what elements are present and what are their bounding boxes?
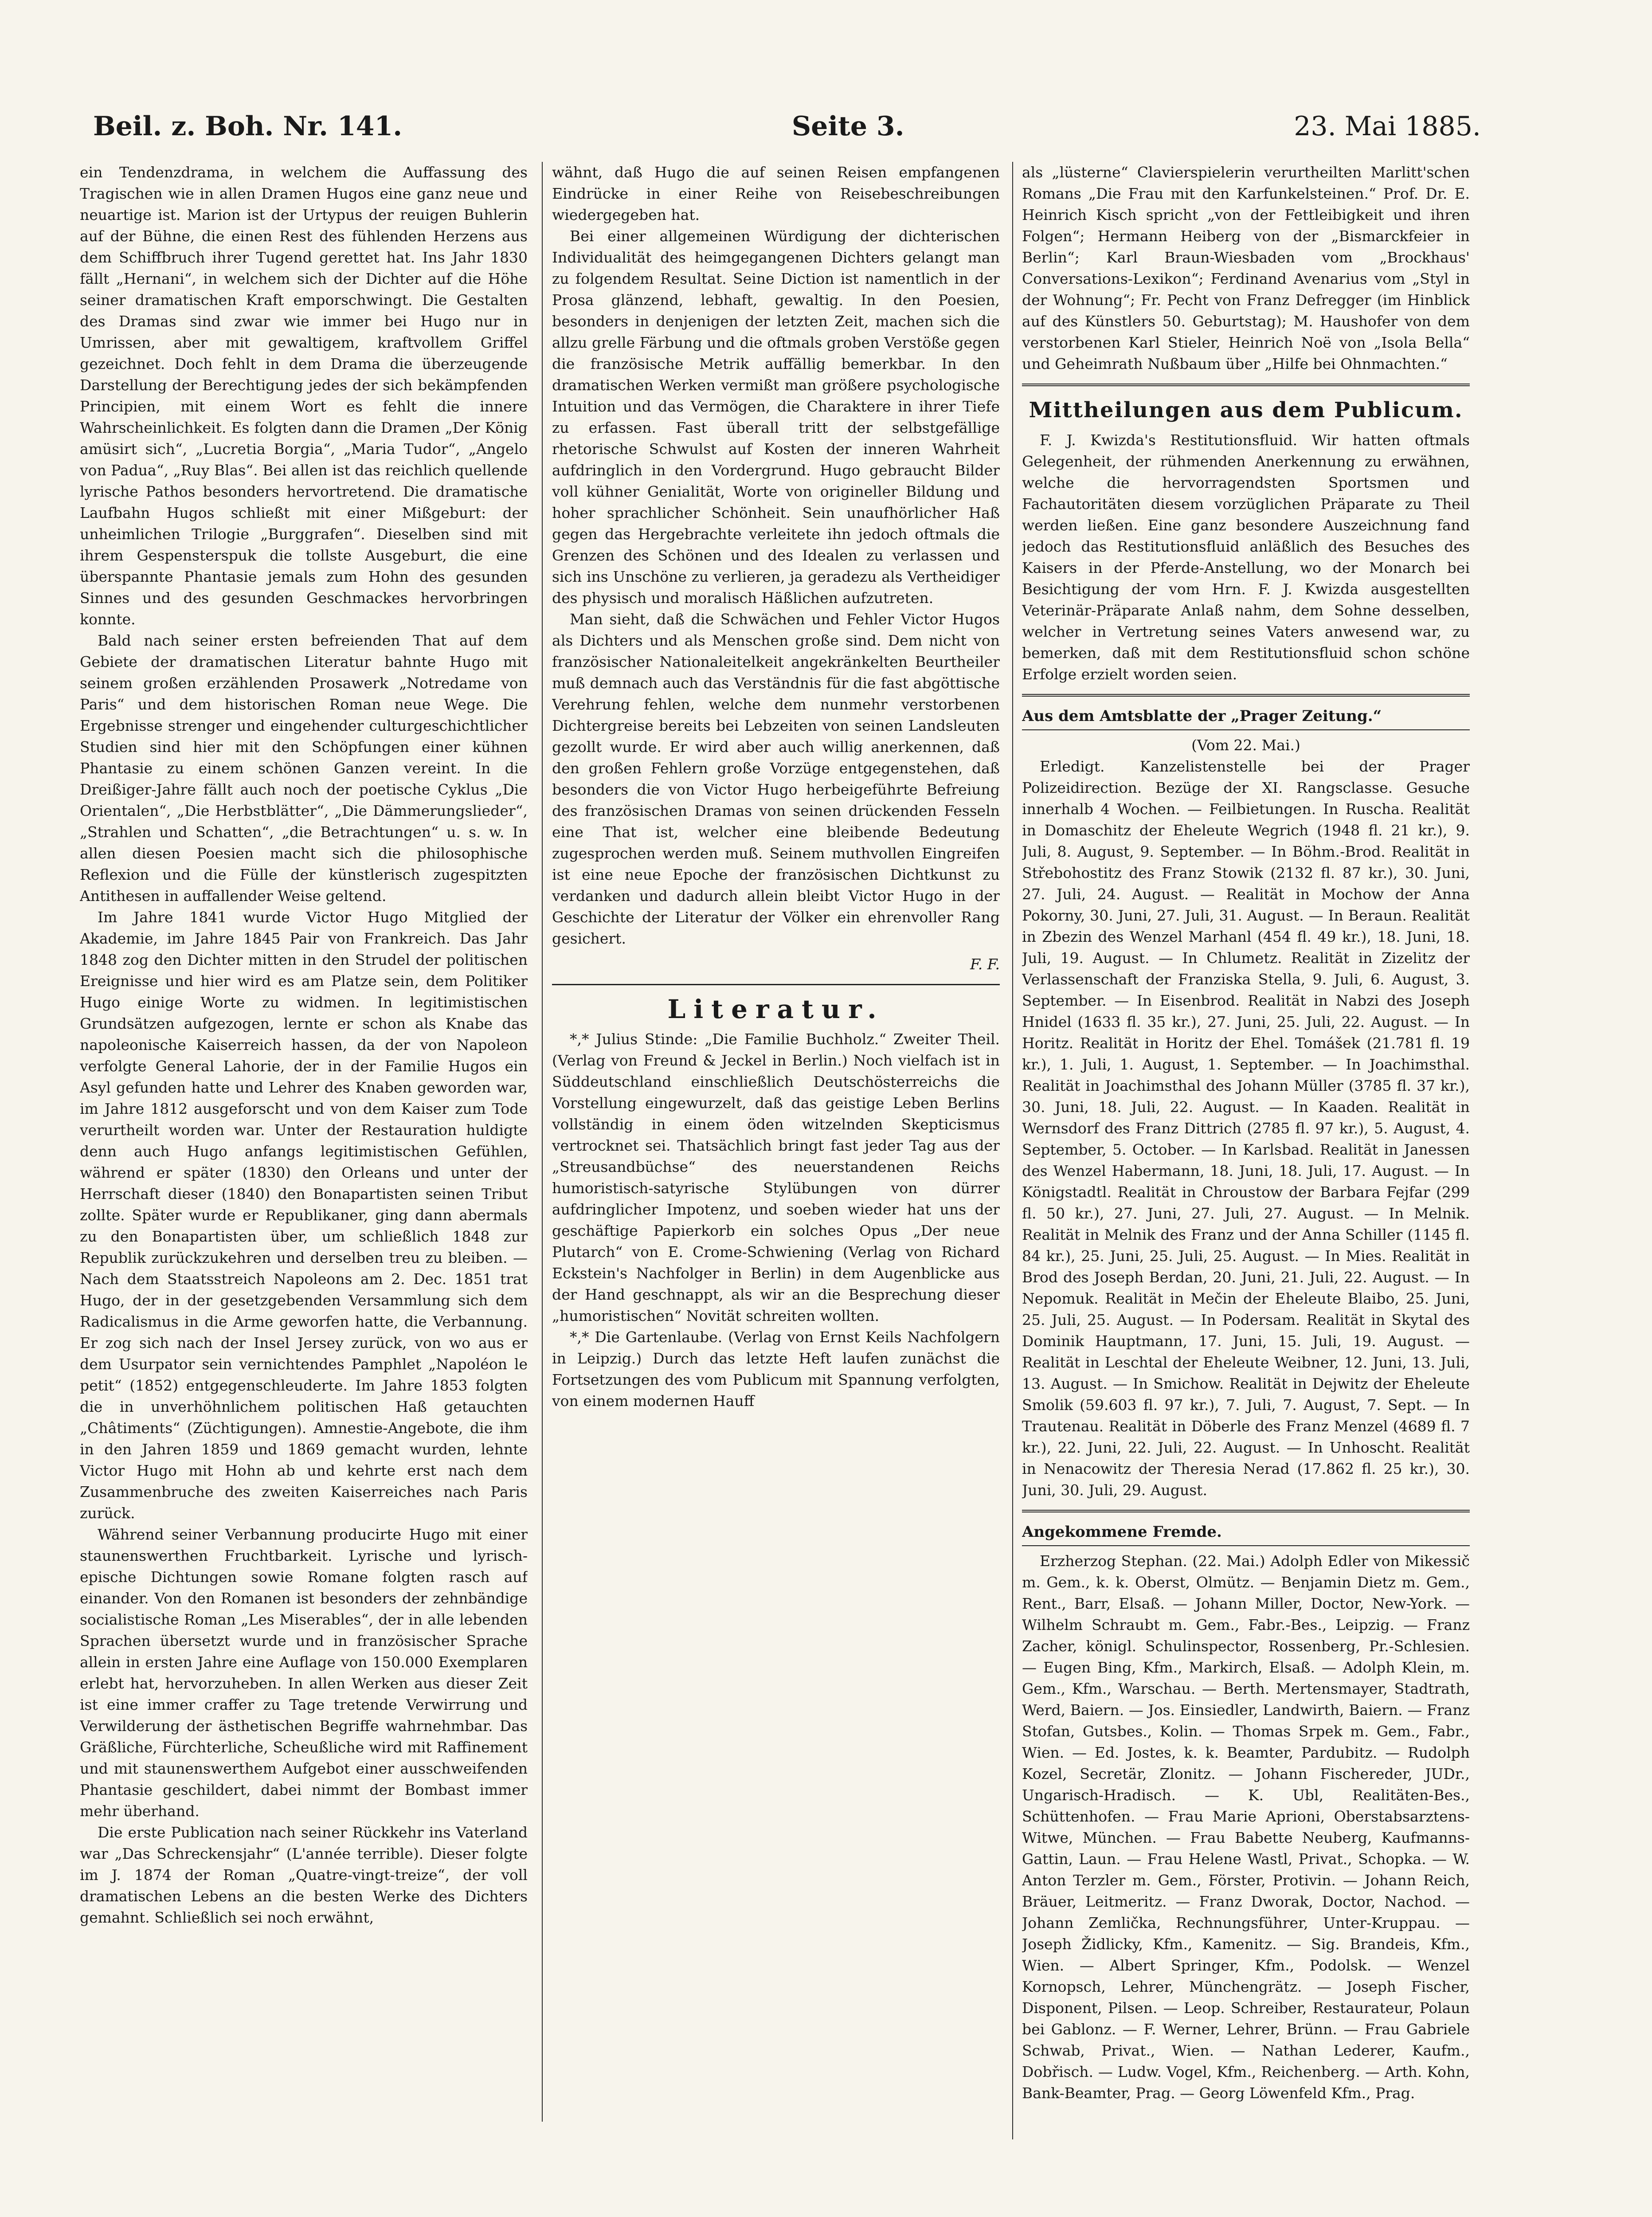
fremde-heading: Angekommene Fremde. [1022,1521,1470,1546]
paragraph: F. J. Kwizda's Restitutionsfluid. Wir hatten oftmals Gelegenheit, der rühmenden Anerkennung zu erwähnen, welche die hervorragendsten Sportsmen und Fachautoritäten diesem vorzüglichen Präparate zu Theil werden ließen. Eine ganz besondere Auszeichnung fand jedoch das Restitutionsfluid anläßlich des Besuches des Kaisers in der Pferde-Anstellung, wo der Monarch bei Besichtigung der vom Hrn. F. J. Kwizda ausgestellten Veterinär-Präparate Anlaß nahm, dem Sohne desselben, welcher in Vertretung seines Vaters anwesend war, zu bemerken, daß mit dem Restitutionsfluid schon schöne Erfolge erzielt worden seien. [1022,431,1470,683]
paragraph: Während seiner Verbannung producirte Hugo mit einer staunenswerthen Fruchtbarkeit. Lyrische und lyrisch-epische Dichtungen sowie Romane folgten rasch auf einander. Von den Romanen ist besonders der zehnbändige socialistische Roman „Les Miserables“, der in alle lebenden Sprachen übersetzt wurde und in französischer Sprache allein in ersten Jahre eine Auflage von 150.000 Exemplaren erlebt hat, hervorzuheben. In allen Werken aus dieser Zeit ist eine immer craffer zu Tage tretende Verwirrung und Verwilderung der ästhetischen Begriffe wahrnehmbar. Das Gräßliche, Fürchterliche, Scheußliche wird mit Raffinement und mit staunenswerthem Aufgebot einer ausschweifenden Phantasie geschildert, dabei nimmt der Bombast immer mehr überhand. [80,1526,528,1820]
paragraph: als „lüsterne“ Clavierspielerin verurtheilten Marlitt'schen Romans „Die Frau mit den Karfunkelsteinen.“ Prof. Dr. E. Heinrich Kisch spricht „von der Fettleibigkeit und ihren Folgen“; Hermann Heiberg von der „Bismarckfeier in Berlin“; Karl Braun-Wiesbaden vom „Brockhaus' Conversations-Lexikon“; Ferdinand Avenarius vom „Styl in der Wohnung“; Fr. Pecht von Franz Defregger (im Hinblick auf des Künstlers 50. Geburtstag); M. Haushofer von dem verstorbenen Karl Stieler, Heinrich Noë von „Isola Bella“ und Geheimrath Nußbaum über „Hilfe bei Ohnmachten.“ [1022,164,1470,372]
paragraph: Die erste Publication nach seiner Rückkehr ins Vaterland war „Das Schreckensjahr“ (L'année terrible). Dieser folgte im J. 1874 der Roman „Quatre-vingt-treize“, der voll dramatischen Lebens an die besten Werke des Dichters gemahnt. Schließlich sei noch erwähnt, [80,1824,528,1926]
paragraph: Man sieht, daß die Schwächen und Fehler Victor Hugos als Dichters und als Menschen große sind. Dem nicht von französischer Nationaleitelkeit angekränkelten Beurtheiler muß demnach auch das Verständnis für die fast abgöttische Verehrung fehlen, welche dem nunmehr verstorbenen Dichtergreise bereits bei Lebzeiten von seinen Landsleuten gezollt wurde. Er wird aber auch willig anerkennen, daß den großen Fehlern große Vorzüge entgegenstehen, daß besonders die von Victor Hugo herbeigeführte Befreiung des französischen Dramas von seinen drückenden Fesseln eine That ist, welcher eine bleibende Bedeutung zugesprochen werden muß. Seinem muthvollen Eingreifen ist eine neue Epoche der französischen Dichtkunst zu verdanken und dadurch allein bleibt Victor Hugo in der Geschichte der Literatur der Völker ein ehrenvoller Rang gesichert. [552,611,1000,947]
column-divider [542,162,543,2122]
section-rule [1022,384,1470,386]
section-rule [1022,1510,1470,1512]
paragraph: Erzherzog Stephan. (22. Mai.) Adolph Edler von Mikessič m. Gem., k. k. Oberst, Olmütz. — Benjamin Dietz m. Gem., Rent., Barr, Elsaß. — Johann Miller, Doctor, New-York. — Wilhelm Schraubt m. Gem., Fabr.-Bes., Leipzig. — Franz Zacher, königl. Schulinspector, Rossenberg, Pr.-Schlesien. — Eugen Bing, Kfm., Markirch, Elsaß. — Adolph Klein, m. Gem., Kfm., Warschau. — Berth. Mertensmayer, Stadtrath, Werd, Baiern. — Jos. Einsiedler, Landwirth, Baiern. — Franz Stofan, Gutsbes., Kolin. — Thomas Srpek m. Gem., Fabr., Wien. — Ed. Jostes, k. k. Beamter, Pardubitz. — Rudolph Kozel, Secretär, Zlonitz. — Johann Fischereder, JUDr., Ungarisch-Hradisch. — K. Ubl, Realitäten-Bes., Schüttenhofen. — Frau Marie Aprioni, Oberstabsarztens-Witwe, München. — Frau Babette Neuberg, Kaufmanns-Gattin, Laun. — Frau Helene Wastl, Privat., Schopka. — W. Anton Terzler m. Gem., Förster, Protivin. — Johann Reich, Bräuer, Leitmeritz. — Franz Dworak, Doctor, Nachod. — Johann Zemlička, Rechnungsführer, Unter-Kruppau. — Joseph Židlicky, Kfm., Kamenitz. — Sig. Brandeis, Kfm., Wien. — Albert Springer, Kfm., Podolsk. — Wenzel Kornopsch, Lehrer, Münchengrätz. — Joseph Fischer, Disponent, Pilsen. — Leop. Schreiber, Restaurateur, Polaun bei Gablonz. — F. Werner, Lehrer, Brünn. — Frau Gabriele Schwab, Privat., Wien. — Nathan Lederer, Kaufm., Dobřisch. — Ludw. Vogel, Kfm., Reichenberg. — Arth. Kohn, Bank-Beamter, Prag. — Georg Löwenfeld Kfm., Prag. [1022,1552,1470,2102]
amtsblatt-heading: Aus dem Amtsblatte der „Prager Zeitung.“ [1022,705,1470,730]
page-header [93,102,1481,151]
section-rule [1022,694,1470,697]
paragraph: Im Jahre 1841 wurde Victor Hugo Mitglied der Akademie, im Jahre 1845 Pair von Frankreich. Das Jahr 1848 zog den Dichter mitten in den Strudel der politischen Ereignisse und hier wird es am Platze sein, dem Politiker Hugo einige Worte zu widmen. In legitimistischen Grundsätzen aufgezogen, lernte er schon als Knabe das napoleonische Kaiserreich hassen, da der von Napoleon verfolgte General Lahorie, der in der Familie Hugos ein Asyl gefunden hatte und Lehrer des Knaben geworden war, im Jahre 1812 ausgeforscht und von dem Kaiser zum Tode verurtheilt worden war. Unter der Restauration huldigte denn auch Hugo anfangs legitimistischen Gefühlen, während er später (1830) den Orleans und unter der Herrschaft dieser (1840) den Bonapartisten seinen Tribut zollte. Später wurde er Republikaner, ging dann abermals zu den Bonapartisten über, um schließlich 1848 zur Republik zurückzukehren und derselben treu zu bleiben. — Nach dem Staatsstreich Napoleons am 2. Dec. 1851 trat Hugo, der in der gesetzgebenden Versammlung sich dem Radicalismus in die Arme geworfen hatte, die Verbannung. Er zog sich nach der Insel Jersey zurück, von wo aus er dem Usurpator sein vernichtendes Pamphlet „Napoléon le petit“ (1852) entgegenschleuderte. Im Jahre 1853 folgten die in unverhöhnlichem politischen Haß getauchten „Châtiments“ (Züchtigungen). Amnestie-Angebote, die ihm in den Jahren 1859 und 1869 gemacht wurden, lehnte Victor Hugo mit Hohn ab und kehrte erst nach dem Zusammenbruche des zweiten Kaiserreiches nach Paris zurück. [80,909,528,1522]
section-rule [552,984,1000,985]
column-2 [552,162,1000,2122]
paragraph: wähnt, daß Hugo die auf seinen Reisen empfangenen Eindrücke in einer Reihe von Reisebeschreibungen wiedergegeben hat. [552,164,1000,223]
page-number: Seite 3. [791,111,904,142]
literature-item: *,* Julius Stinde: „Die Familie Buchholz.“ Zweiter Theil. (Verlag von Freund & Jeckel in Berlin.) Noch vielfach ist in Süddeutschland einschließlich Deutschösterreichs die Vorstellung eingewurzelt, daß das geistige Leben Berlins vollständig in einem öden witzelnden Skepticismus vertrocknet sei. Thatsächlich bringt fast jeder Tag aus der „Streusandbüchse“ des neuerstandenen Reichs humoristisch-satyrische Stylübungen von dürrer aufdringlicher Impotenz, und soeben wieder hat uns der geschäftige Papierkorb ein solches Opus „Der neue Plutarch“ von E. Crome-Schwiening (Verlag von Richard Eckstein's Nachfolger in Berlin) in dem Augenblicke aus der Hand geschnappt, als wir an die Besprechung dieser „humoristischen“ Novität schreiten wollten. [552,1030,1000,1324]
amtsblatt-date: (Vom 22. Mai.) [1191,736,1300,754]
author-signature: F. F. [970,956,1000,973]
column-1 [80,162,528,2082]
paragraph: ein Tendenzdrama, in welchem die Auffassung des Tragischen wie in allen Dramen Hugos eine ganz neue und neuartige ist. Marion ist der Urtypus der reuigen Buhlerin auf der Bühne, die einen Rest des fühlenden Herzens aus dem Schiffbruch ihrer Tugend gerettet hat. Ins Jahr 1830 fällt „Hernani“, in welchem sich der Dichter auf die Höhe seiner dramatischen Kraft emporschwingt. Die Gestalten des Dramas sind zwar wie immer bei Hugo nur in Umrissen, aber mit gewaltigem, kraftvollem Griffel gezeichnet. Doch fehlt in dem Drama die überzeugende Darstellung der Berechtigung jedes der sich bekämpfenden Principien, mit einem Wort es fehlt die innere Wahrscheinlichkeit. Es folgten dann die Dramen „Der König amüsirt sich“, „Lucretia Borgia“, „Maria Tudor“, „Angelo von Padua“, „Ruy Blas“. Bei allen ist das reichlich quellende lyrische Pathos besonders hervortretend. Die dramatische Laufbahn Hugos schließt mit einer Mißgeburt: der unheimlichen Trilogie „Burggrafen“. Dieselben sind mit ihrem Gespensterspuk die tollste Ausgeburt, die eine überspannte Phantasie jemals zum Hohn des gesunden Sinnes und des gesunden Geschmackes hervorbringen konnte. [80,164,528,628]
paragraph: Erledigt. Kanzelistenstelle bei der Prager Polizeidirection. Bezüge der XI. Rangsclasse. Gesuche innerhalb 4 Wochen. — Feilbietungen. In Ruscha. Realität in Domaschitz der Eheleute Wegrich (1948 fl. 21 kr.), 9. Juli, 8. August, 9. September. — In Böhm.-Brod. Realität in Střebohostitz des Franz Stowik (2132 fl. 87 kr.), 30. Juni, 27. Juli, 24. August. — Realität in Mochow der Anna Pokorny, 30. Juni, 27. Juli, 31. August. — In Beraun. Realität in Zbezin des Wenzel Marhanl (454 fl. 49 kr.), 18. Juni, 18. Juli, 19. August. — In Chlumetz. Realität in Zizelitz der Verlassenschaft der Franziska Stella, 9. Juli, 6. August, 3. September. — In Eisenbrod. Realität in Nabzi des Joseph Hnidel (1633 fl. 35 kr.), 27. Juni, 25. Juli, 22. August. — In Horitz. Realität in Horitz der Ehel. Tomášek (21.781 fl. 19 kr.), 1. Juli, 1. August, 1. September. — In Joachimsthal. Realität in Joachimsthal des Johann Müller (3785 fl. 37 kr.), 30. Juni, 18. Juli, 22. August. — In Kaaden. Realität in Wernsdorf des Franz Dittrich (2785 fl. 97 kr.), 5. August, 4. September, 5. October. — In Karlsbad. Realität in Janessen des Wenzel Habermann, 18. Juni, 18. Juli, 17. August. — In Königstadtl. Realität in Chroustow der Barbara Fejfar (299 fl. 50 kr.), 27. Juni, 27. Juli, 27. August. — In Melnik. Realität in Melnik des Franz und der Anna Schiller (1145 fl. 84 kr.), 25. Juni, 25. Juli, 25. August. — In Mies. Realität in Brod des Joseph Berdan, 20. Juni, 21. Juli, 22. August. — In Nepomuk. Realität in Mečin der Eheleute Blaibo, 25. Juni, 25. Juli, 25. August. — In Podersam. Realität in Skytal des Dominik Hauptmann, 17. Juni, 15. Juli, 19. August. — Realität in Leschtal der Eheleute Weibner, 12. Juni, 13. Juli, 13. August. — In Smichow. Realität in Dejwitz der Eheleute Smolik (59.603 fl. 97 kr.), 7. Juli, 7. August, 7. Sept. — In Trautenau. Realität in Döberle des Franz Menzel (4689 fl. 7 kr.), 22. Juni, 22. Juli, 22. August. — In Unhoscht. Realität in Nenacowitz der Theresia Nerad (17.862 fl. 25 kr.), 30. Juni, 30. Juli, 29. August. [1022,758,1470,1499]
issue-label: Beil. z. Boh. Nr. 141. [93,111,403,142]
paragraph: Bald nach seiner ersten befreienden That auf dem Gebiete der dramatischen Literatur bahnte Hugo mit seinem großen erzählenden Prosawerk „Notredame von Paris“ und dem historischen Roman neue Wege. Die Ergebnisse strenger und eingehender culturgeschichtlicher Studien sind hier mit den Schöpfungen einer kühnen Phantasie zu einem schönen Ganzen vereint. In die Dreißiger-Jahre fällt auch noch der poetische Cyklus „Die Orientalen“, „Die Herbstblätter“, „Die Dämmerungslieder“, „Strahlen und Schatten“, „die Betrachtungen“ u. s. w. In allen diesen Poesien macht sich die philosophische Reflexion und die Fülle der künstlerisch zugespitzten Antithesen in auffallender Weise geltend. [80,632,528,905]
issue-date: 23. Mai 1885. [1294,111,1481,142]
publicum-heading: Mittheilungen aus dem Publicum. [1029,398,1463,423]
column-3 [1022,162,1470,2139]
column-divider [1012,162,1013,2139]
literature-item: *,* Die Gartenlaube. (Verlag von Ernst Keils Nachfolgern in Leipzig.) Durch das letzte Heft laufen zunächst die Fortsetzungen des vom Publicum mit Spannung verfolgten, von einem modernen Hauff [552,1328,1000,1410]
paragraph: Bei einer allgemeinen Würdigung der dichterischen Individualität des heimgegangenen Dichters gelangt man zu folgendem Resultat. Seine Diction ist namentlich in der Prosa glänzend, lebhaft, gewaltig. In den Poesien, besonders in denjenigen der letzten Zeit, machen sich die allzu grelle Färbung und die oftmals groben Verstöße gegen die französische Metrik auffällig bemerkbar. In den dramatischen Werken vermißt man größere psychologische Intuition und das Vermögen, die Charaktere in ihrer Tiefe zu erfassen. Fast überall tritt der selbstgefällige rhetorische Schwulst auf Kosten der inneren Wahrheit aufdringlich in den Vordergrund. Hugo gebraucht Bilder voll kühner Genialität, Worte von origineller Bildung und hoher sprachlicher Schönheit. Sein unaufhörlicher Haß gegen das Hergebrachte verleitete ihn jedoch oftmals die Grenzen des Schönen und des Idealen zu verlassen und sich ins Unschöne zu verlieren, ja geradezu als Vertheidiger des physisch und moralisch Häßlichen aufzutreten. [552,227,1000,607]
literature-heading: Literatur. [667,994,885,1024]
